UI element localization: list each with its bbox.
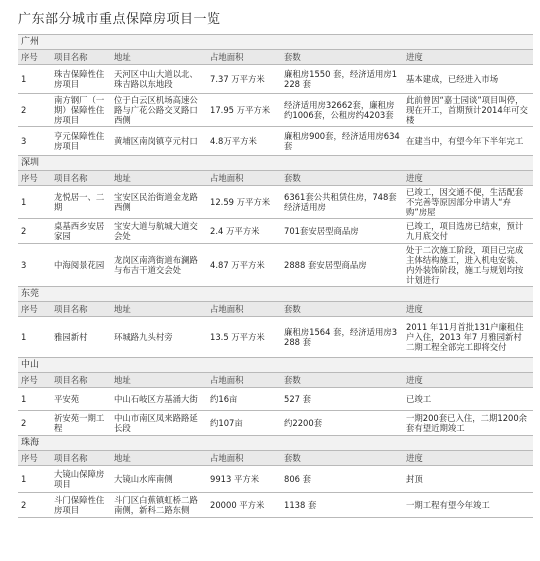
- column-header-progress-status: 进度: [403, 50, 533, 65]
- unit-count-cell: [281, 244, 403, 287]
- table-row: [18, 244, 533, 287]
- city-section-row: [18, 358, 533, 373]
- column-header-progress-status: 进度: [403, 373, 533, 388]
- unit-count-cell: [281, 219, 403, 244]
- table-row: [18, 411, 533, 436]
- progress-status-cell: [403, 186, 533, 219]
- project-name: 雅园新村: [54, 332, 88, 342]
- city-section-row: [18, 35, 533, 50]
- project-name-cell: [51, 94, 111, 127]
- land-area-cell: [207, 493, 281, 518]
- land-area: 17.95 万平方米: [210, 105, 271, 115]
- column-header-project-name: 项目名称: [51, 302, 111, 317]
- column-header-row-number: 序号: [18, 50, 51, 65]
- row-number-cell: [18, 411, 51, 436]
- table-row: [18, 219, 533, 244]
- row-number: 1: [21, 74, 27, 84]
- column-header-progress-status: 进度: [403, 171, 533, 186]
- land-area-cell: [207, 65, 281, 94]
- row-number-cell: [18, 493, 51, 518]
- progress-status-cell: [403, 317, 533, 358]
- column-header-land-area: 占地面积: [207, 451, 281, 466]
- row-number: 2: [21, 500, 27, 510]
- column-header-row: [18, 373, 533, 388]
- progress-status: 已竣工: [406, 394, 432, 404]
- land-area-cell: [207, 127, 281, 156]
- unit-count: 约2200套: [284, 418, 323, 428]
- progress-status: 此前曾因“嘉士园谈”项目叫停，现在开工，首期预计2014年可交楼: [406, 95, 528, 125]
- project-name: 珠吉保障性住房项目: [54, 69, 105, 89]
- column-header-progress-status: 进度: [403, 451, 533, 466]
- table-row: [18, 493, 533, 518]
- table-row: [18, 94, 533, 127]
- project-name: 中海阅景花园: [54, 260, 105, 270]
- progress-status-cell: [403, 219, 533, 244]
- unit-count-cell: [281, 317, 403, 358]
- column-header-address: 地址: [111, 302, 207, 317]
- unit-count: 廉租房1550 套，经济适用房1228 套: [284, 69, 398, 89]
- land-area: 13.5 万平方米: [210, 332, 265, 342]
- projects-table-body: [18, 35, 533, 518]
- progress-status: 已竣工，项目选房已结束，预计九月底交付: [406, 221, 524, 241]
- column-header-project-name: 项目名称: [51, 171, 111, 186]
- city-label: 中山: [18, 358, 533, 373]
- row-number: 2: [21, 418, 27, 428]
- address-cell: [111, 466, 207, 493]
- row-number: 3: [21, 260, 27, 270]
- project-name: 斗门保障性住房项目: [54, 495, 105, 515]
- address-cell: [111, 411, 207, 436]
- city-label: 珠海: [18, 436, 533, 451]
- table-row: [18, 186, 533, 219]
- unit-count: 经济适用房32662套，廉租房约1006套，公租房约4203套: [284, 100, 395, 120]
- address: 位于白云区机场高速公路与广花公路交叉路口西侧: [114, 95, 198, 125]
- row-number: 3: [21, 136, 27, 146]
- row-number-cell: [18, 127, 51, 156]
- progress-status: 一期工程有望今年竣工: [406, 500, 490, 510]
- column-header-project-name: 项目名称: [51, 373, 111, 388]
- table-row: [18, 127, 533, 156]
- project-name-cell: [51, 186, 111, 219]
- unit-count: 701套安居型商品房: [284, 226, 359, 236]
- address: 中山石岐区方基涌大街: [114, 394, 198, 404]
- address: 宝安区民治街道金龙路西侧: [114, 192, 198, 212]
- unit-count-cell: [281, 493, 403, 518]
- column-header-unit-count: 套数: [281, 451, 403, 466]
- city-label: 东莞: [18, 287, 533, 302]
- column-header-progress-status: 进度: [403, 302, 533, 317]
- row-number-cell: [18, 219, 51, 244]
- row-number-cell: [18, 65, 51, 94]
- column-header-unit-count: 套数: [281, 50, 403, 65]
- unit-count: 廉租房900套，经济适用房634 套: [284, 131, 400, 151]
- column-header-unit-count: 套数: [281, 171, 403, 186]
- unit-count-cell: [281, 65, 403, 94]
- row-number: 2: [21, 105, 27, 115]
- column-header-row-number: 序号: [18, 373, 51, 388]
- unit-count: 806 套: [284, 474, 312, 484]
- unit-count: 527 套: [284, 394, 312, 404]
- land-area: 约16亩: [210, 394, 238, 404]
- city-label: 深圳: [18, 156, 533, 171]
- progress-status-cell: [403, 94, 533, 127]
- land-area: 7.37 万平方米: [210, 74, 265, 84]
- row-number-cell: [18, 186, 51, 219]
- table-row: [18, 466, 533, 493]
- land-area: 4.8万平方米: [210, 136, 257, 146]
- row-number-cell: [18, 244, 51, 287]
- project-name: 桌基西乡安居家园: [54, 221, 105, 241]
- column-header-land-area: 占地面积: [207, 302, 281, 317]
- land-area-cell: [207, 388, 281, 411]
- land-area: 2.4 万平方米: [210, 226, 260, 236]
- column-header-project-name: 项目名称: [51, 451, 111, 466]
- row-number: 1: [21, 394, 27, 404]
- address-cell: [111, 94, 207, 127]
- land-area-cell: [207, 466, 281, 493]
- address: 龙岗区南湾街道布澜路与布吉干道交会处: [114, 255, 198, 275]
- project-name: 平安苑: [54, 394, 80, 404]
- address: 宝安大道与航城大道交会处: [114, 221, 198, 241]
- unit-count-cell: [281, 186, 403, 219]
- column-header-unit-count: 套数: [281, 302, 403, 317]
- progress-status-cell: [403, 411, 533, 436]
- column-header-row-number: 序号: [18, 451, 51, 466]
- project-name-cell: [51, 317, 111, 358]
- progress-status-cell: [403, 388, 533, 411]
- column-header-row: [18, 50, 533, 65]
- column-header-address: 地址: [111, 373, 207, 388]
- unit-count-cell: [281, 127, 403, 156]
- city-section-row: [18, 287, 533, 302]
- city-label: 广州: [18, 35, 533, 50]
- project-name-cell: [51, 493, 111, 518]
- row-number: 1: [21, 197, 27, 207]
- progress-status: 封顶: [406, 474, 423, 484]
- progress-status: 一期200套已入住，二期1200余套有望近期竣工: [406, 413, 528, 433]
- project-name: 亨元保障性住房项目: [54, 131, 105, 151]
- project-name-cell: [51, 127, 111, 156]
- address-cell: [111, 388, 207, 411]
- land-area: 9913 平方米: [210, 474, 260, 484]
- project-name: 祈安苑一期工程: [54, 413, 105, 433]
- land-area-cell: [207, 219, 281, 244]
- progress-status-cell: [403, 127, 533, 156]
- column-header-land-area: 占地面积: [207, 50, 281, 65]
- unit-count-cell: [281, 94, 403, 127]
- project-name-cell: [51, 466, 111, 493]
- column-header-land-area: 占地面积: [207, 171, 281, 186]
- address: 中山市南区凤来路路延长段: [114, 413, 198, 433]
- column-header-address: 地址: [111, 451, 207, 466]
- project-name: 南方钢厂（一期）保障性住房项目: [54, 95, 105, 125]
- progress-status-cell: [403, 65, 533, 94]
- project-name-cell: [51, 388, 111, 411]
- land-area-cell: [207, 317, 281, 358]
- row-number-cell: [18, 317, 51, 358]
- column-header-row: [18, 302, 533, 317]
- unit-count-cell: [281, 466, 403, 493]
- progress-status: 基本建成，已经进入市场: [406, 74, 499, 84]
- address-cell: [111, 65, 207, 94]
- address: 大镜山水库南侧: [114, 474, 173, 484]
- unit-count: 6361套公共租赁住房，748套经济适用房: [284, 192, 397, 212]
- land-area: 约107亩: [210, 418, 243, 428]
- unit-count-cell: [281, 388, 403, 411]
- project-name-cell: [51, 65, 111, 94]
- land-area-cell: [207, 94, 281, 127]
- project-name-cell: [51, 411, 111, 436]
- column-header-project-name: 项目名称: [51, 50, 111, 65]
- land-area-cell: [207, 244, 281, 287]
- row-number: 1: [21, 332, 27, 342]
- progress-status: 2011 年11月首批131户廉租住户入住，2013 年7 月雅园新村二期工程全部完工即将交付: [406, 322, 524, 352]
- city-section-row: [18, 436, 533, 451]
- address: 天河区中山大道以北、珠吉路以东地段: [114, 69, 198, 89]
- column-header-row: [18, 451, 533, 466]
- land-area: 12.59 万平方米: [210, 197, 271, 207]
- unit-count-cell: [281, 411, 403, 436]
- project-name-cell: [51, 244, 111, 287]
- progress-status-cell: [403, 466, 533, 493]
- land-area-cell: [207, 411, 281, 436]
- table-row: [18, 65, 533, 94]
- address: 黄埔区南岗镇亨元村口: [114, 136, 198, 146]
- progress-status: 在建当中，有望今年下半年完工: [406, 136, 524, 146]
- projects-table: [18, 34, 533, 518]
- column-header-unit-count: 套数: [281, 373, 403, 388]
- column-header-address: 地址: [111, 50, 207, 65]
- column-header-row-number: 序号: [18, 302, 51, 317]
- table-row: [18, 317, 533, 358]
- progress-status-cell: [403, 493, 533, 518]
- unit-count: 2888 套安居型商品房: [284, 260, 367, 270]
- address-cell: [111, 493, 207, 518]
- row-number: 2: [21, 226, 27, 236]
- row-number-cell: [18, 94, 51, 127]
- land-area-cell: [207, 186, 281, 219]
- column-header-address: 地址: [111, 171, 207, 186]
- table-row: [18, 388, 533, 411]
- progress-status: 处于二次施工阶段，项目已完成主体结构施工，进入机电安装、内外装饰阶段，施工与规划均按计划进行: [406, 245, 524, 285]
- progress-status: 已竣工，因交通不便，生活配套不完善等原因部分申请人“弃购”房屋: [406, 187, 524, 217]
- row-number-cell: [18, 466, 51, 493]
- address-cell: [111, 317, 207, 358]
- column-header-land-area: 占地面积: [207, 373, 281, 388]
- page-title: 广东部分城市重点保障房项目一览: [18, 12, 221, 27]
- address: 环城路九头村旁: [114, 332, 173, 342]
- project-name: 大镜山保障房项目: [54, 469, 105, 489]
- land-area: 4.87 万平方米: [210, 260, 265, 270]
- column-header-row-number: 序号: [18, 171, 51, 186]
- address: 斗门区白蕉镇虹桥二路南侧，新科二路东侧: [114, 495, 198, 515]
- row-number: 1: [21, 474, 27, 484]
- address-cell: [111, 219, 207, 244]
- address-cell: [111, 127, 207, 156]
- progress-status-cell: [403, 244, 533, 287]
- project-name-cell: [51, 219, 111, 244]
- unit-count: 廉租房1564 套，经济适用房3288 套: [284, 327, 398, 347]
- unit-count: 1138 套: [284, 500, 317, 510]
- project-name: 龙悦居一、二期: [54, 192, 105, 212]
- address-cell: [111, 186, 207, 219]
- city-section-row: [18, 156, 533, 171]
- address-cell: [111, 244, 207, 287]
- row-number-cell: [18, 388, 51, 411]
- land-area: 20000 平方米: [210, 500, 265, 510]
- column-header-row: [18, 171, 533, 186]
